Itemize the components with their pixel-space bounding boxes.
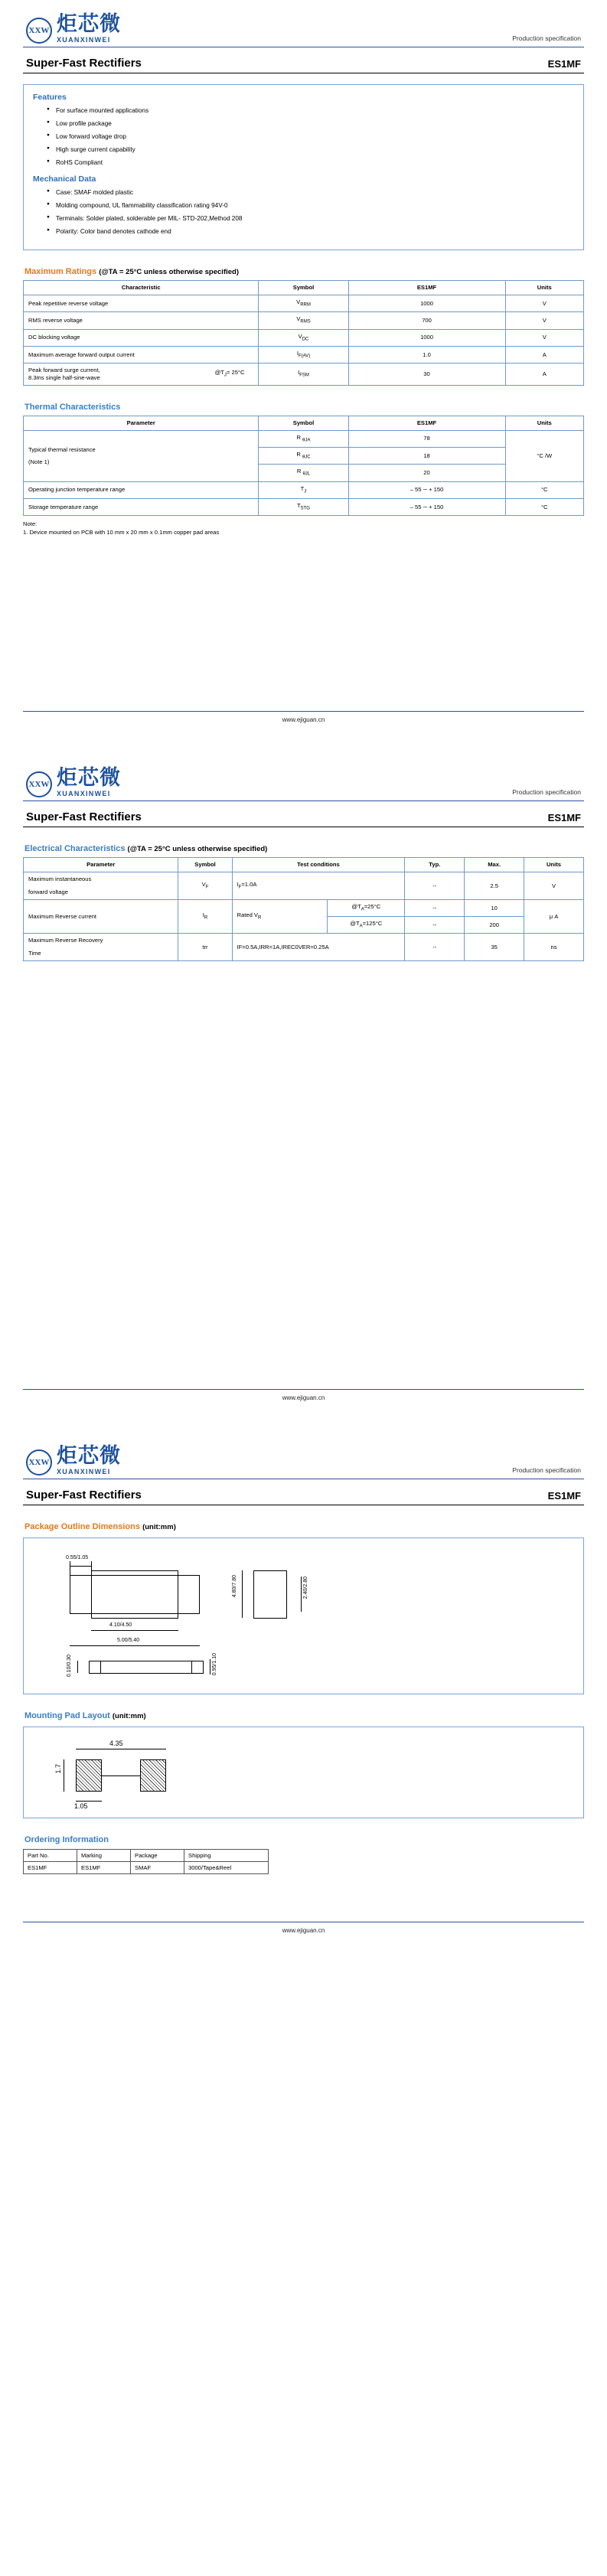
list-item: ● High surge current capability — [48, 145, 574, 155]
page-2-whitespace — [23, 961, 584, 1378]
page-title: Super-Fast Rectifiers — [26, 1489, 142, 1502]
dim-side-width: 0.95/1.10 — [212, 1653, 217, 1676]
cell-symbol: $T_J$ — [259, 481, 348, 498]
dimension-line — [70, 1566, 91, 1567]
cell-parameter-line1: Maximum Reverse Recovery — [28, 937, 103, 944]
cell-parameter-line2: Time — [28, 950, 41, 957]
cell-symbol: $I_R$ — [178, 899, 232, 934]
dim-pad-height: 1.7 — [54, 1764, 62, 1774]
cell-symbol: $V_{DC}$ — [259, 329, 348, 346]
logo-mark-icon: XXW — [26, 18, 52, 44]
table-header-row — [24, 1850, 269, 1862]
electrical-characteristics-heading — [24, 844, 584, 853]
mounting-pad-title: Mounting Pad Layout — [24, 1711, 110, 1721]
logo-english-name: XUANXINWEI — [57, 790, 111, 798]
cell-value: 20 — [348, 465, 505, 481]
features-list — [38, 106, 574, 167]
dimension-line — [91, 1630, 178, 1631]
electrical-characteristics-subtitle: (@TA = 25°C unless otherwise specified) — [127, 845, 268, 854]
cell-units: V — [505, 329, 584, 346]
cell-parameter-line2: forward voltage — [28, 888, 68, 895]
cell-condition: $@T_J= 25^\circ C$ — [214, 369, 245, 378]
page-1 — [0, 0, 607, 723]
table-row — [24, 899, 584, 916]
cell-units: A — [505, 346, 584, 363]
cell-parameter — [24, 934, 178, 961]
cell-units: V — [505, 295, 584, 311]
logo-mark-icon: XXW — [26, 771, 52, 797]
cell-max: 200 — [465, 917, 524, 934]
header-doc-type: Production specification — [512, 1466, 581, 1475]
cell-value: – 55 ─ + 150 — [348, 498, 505, 515]
cell-typ: -- — [405, 899, 465, 916]
page-header — [23, 0, 584, 47]
cell-parameter-line1: Maximum instantaneous — [28, 876, 92, 883]
page-3-whitespace — [23, 1874, 584, 1911]
outline-line — [253, 1570, 287, 1571]
cell-symbol: trr — [178, 934, 232, 961]
part-number: ES1MF — [547, 1490, 581, 1502]
page-footer — [23, 1389, 584, 1401]
outline-line — [100, 1661, 101, 1673]
cell-characteristic-line1: Peak forward surge current, — [28, 367, 100, 374]
outline-line — [91, 1618, 178, 1619]
cell-characteristic: Peak repetitive reverse voltage — [24, 295, 259, 311]
title-band — [23, 1481, 584, 1505]
maximum-ratings-title: Maximum Ratings — [24, 267, 97, 277]
cell-symbol: $V_{RRM}$ — [259, 295, 348, 311]
cell-value: 30 — [348, 364, 505, 386]
cell-condition: Rated $V_R$ — [232, 899, 328, 934]
part-number: ES1MF — [547, 812, 581, 824]
cell-value: 1.0 — [348, 346, 505, 363]
cell-value: – 55 ─ + 150 — [348, 481, 505, 498]
maximum-ratings-heading — [24, 267, 584, 276]
cell-units: °C — [505, 481, 584, 498]
mechanical-data-heading: Mechanical Data — [33, 174, 96, 184]
features-box — [23, 84, 584, 250]
dimension-line — [70, 1645, 200, 1646]
center-line — [102, 1775, 140, 1776]
ordering-information-table — [23, 1849, 269, 1874]
table-row — [24, 481, 584, 498]
page-title: Super-Fast Rectifiers — [26, 57, 142, 70]
page-1-whitespace — [23, 536, 584, 700]
note-title: Note: — [23, 520, 38, 528]
list-item: ● Terminals: Solder plated, solderable per MIL- STD-202,Method 208 — [48, 214, 574, 223]
table-row — [24, 295, 584, 311]
cell-symbol: R $_{\theta JL}$ — [259, 465, 348, 481]
col-units: Units — [505, 281, 584, 295]
cell-max: 10 — [465, 899, 524, 916]
col-units: Units — [505, 416, 584, 430]
header-doc-type: Production specification — [512, 34, 581, 42]
col-parameter: Parameter — [24, 416, 259, 430]
list-item: ● Low profile package — [48, 119, 574, 129]
logo-english-name: XUANXINWEI — [57, 36, 111, 44]
col-symbol: Symbol — [178, 858, 232, 872]
cell-condition: $I_F=1.0A$ — [232, 872, 405, 900]
cell-typ: -- — [405, 934, 465, 961]
part-number: ES1MF — [547, 58, 581, 70]
outline-line — [70, 1613, 200, 1614]
package-outline-subtitle: (unit:mm) — [142, 1523, 176, 1532]
page-footer — [23, 1922, 584, 1934]
cell-shipping: 3000/Tape&Reel — [184, 1862, 269, 1874]
cell-units: °C /W — [505, 430, 584, 481]
outline-line — [253, 1570, 254, 1618]
outline-line — [89, 1673, 204, 1674]
company-logo — [26, 1446, 121, 1475]
outline-line — [70, 1575, 200, 1576]
col-part-no: Part No. — [24, 1850, 77, 1862]
cell-symbol: $I_{F(AV)}$ — [259, 346, 348, 363]
dimension-line — [301, 1577, 302, 1612]
thermal-characteristics-table — [23, 416, 584, 516]
list-item: ● Case: SMAF molded plastic — [48, 188, 574, 197]
footer-url: www.ejiguan.cn — [282, 716, 325, 724]
table-row — [24, 312, 584, 329]
outline-line — [89, 1661, 90, 1673]
cell-characteristic: Maximum average forward output current — [24, 346, 259, 363]
title-band — [23, 803, 584, 827]
cell-parameter: Storage temperature range — [24, 498, 259, 515]
pad-right — [140, 1759, 166, 1792]
table-row — [24, 329, 584, 346]
cell-value: 1000 — [348, 329, 505, 346]
dim-pad-pitch: 1.05 — [74, 1802, 88, 1811]
page-2 — [0, 754, 607, 1401]
table-row — [24, 364, 584, 386]
electrical-characteristics-title: Electrical Characteristics — [24, 844, 126, 854]
col-package: Package — [131, 1850, 184, 1862]
dim-inner-width: 4.10/4.50 — [109, 1622, 132, 1629]
col-max: Max. — [465, 858, 524, 872]
list-item: ● For surface mounted applications — [48, 106, 574, 116]
mechanical-data-list — [38, 188, 574, 236]
outline-line — [91, 1570, 92, 1618]
table-row — [24, 498, 584, 515]
cell-characteristic-line2: 8.3ms single half-sine-wave — [28, 373, 100, 381]
footer-url: www.ejiguan.cn — [282, 1927, 325, 1935]
col-test-conditions: Test conditions — [232, 858, 405, 872]
company-logo — [26, 14, 121, 44]
outline-line — [253, 1618, 287, 1619]
features-heading: Features — [33, 93, 67, 102]
col-marking: Marking — [77, 1850, 131, 1862]
ordering-information-heading — [24, 1835, 584, 1844]
footer-url: www.ejiguan.cn — [282, 1394, 325, 1402]
col-symbol: Symbol — [259, 416, 348, 430]
logo-chinese-name: 炬芯微 — [57, 1444, 121, 1468]
maximum-ratings-subtitle: (@TA = 25°C unless otherwise specified) — [99, 268, 239, 277]
package-outline-drawing — [23, 1537, 584, 1694]
dim-outer-width: 5.00/5.40 — [117, 1638, 140, 1644]
col-shipping: Shipping — [184, 1850, 269, 1862]
cell-value: 18 — [348, 448, 505, 465]
col-characteristic: Characteristic — [24, 281, 259, 295]
package-outline-title: Package Outline Dimensions — [24, 1522, 140, 1532]
dim-side-height: 0.10/0.30 — [67, 1655, 72, 1678]
thermal-characteristics-heading — [24, 403, 584, 412]
cell-units: μ A — [524, 899, 584, 934]
cell-typ: -- — [405, 917, 465, 934]
table-row — [24, 430, 584, 447]
cell-condition-temp: $@T_A=25^\circ C$ — [328, 899, 405, 916]
ordering-information-title: Ordering Information — [24, 1835, 109, 1845]
outline-line — [203, 1661, 204, 1673]
cell-symbol: R $_{\theta JA}$ — [259, 430, 348, 447]
cell-units: V — [505, 312, 584, 329]
cell-value: 78 — [348, 430, 505, 447]
cell-parameter — [24, 872, 178, 900]
logo-chinese-name: 炬芯微 — [57, 766, 121, 790]
cell-units: V — [524, 872, 584, 900]
dimension-line — [242, 1570, 243, 1618]
cell-condition: IF=0.5A,IRR=1A,IREC0VER=0.25A — [232, 934, 405, 961]
cell-characteristic — [24, 364, 259, 386]
cell-typ: -- — [405, 872, 465, 900]
extension-line — [91, 1561, 92, 1570]
header-doc-type: Production specification — [512, 788, 581, 797]
package-outline-heading — [24, 1522, 584, 1531]
dim-top-left: 0.55/1.05 — [66, 1555, 89, 1561]
table-header-row — [24, 416, 584, 430]
cell-units: A — [505, 364, 584, 386]
cell-parameter: Maximum Reverse current — [24, 899, 178, 934]
cell-parameter-line1: Typical thermal resistance — [28, 445, 96, 453]
maximum-ratings-table — [23, 280, 584, 386]
company-logo — [26, 768, 121, 797]
mounting-pad-subtitle: (unit:mm) — [112, 1712, 146, 1721]
page-title: Super-Fast Rectifiers — [26, 810, 142, 824]
outline-line — [199, 1575, 200, 1613]
cell-marking: ES1MF — [77, 1862, 131, 1874]
dim-pad-width: 4.35 — [109, 1740, 123, 1748]
col-typ: Typ. — [405, 858, 465, 872]
cell-units: °C — [505, 498, 584, 515]
list-item: ● Molding compound, UL flammability classification rating 94V-0 — [48, 201, 574, 210]
col-units: Units — [524, 858, 584, 872]
page-3 — [0, 1432, 607, 1934]
page-header — [23, 1432, 584, 1479]
cell-symbol: $V_F$ — [178, 872, 232, 900]
page-header — [23, 754, 584, 801]
list-item: ● RoHS Compliant — [48, 158, 574, 168]
note-line-1: 1. Device mounted on PCB with 10 mm x 20 mm x 0.1mm copper pad areas — [23, 529, 220, 536]
table-row — [24, 934, 584, 961]
mounting-pad-drawing — [23, 1727, 584, 1818]
col-value: ES1MF — [348, 281, 505, 295]
list-item: ● Polarity: Color band denotes cathode end — [48, 227, 574, 236]
cell-characteristic: DC blocking voltage — [24, 329, 259, 346]
electrical-characteristics-table — [23, 857, 584, 961]
cell-symbol: R $_{\theta JC}$ — [259, 448, 348, 465]
table-row — [24, 872, 584, 900]
cell-units: ns — [524, 934, 584, 961]
dim-right-height-2: 2.40/2.80 — [303, 1577, 308, 1599]
mounting-pad-heading — [24, 1711, 584, 1720]
cell-part-no: ES1MF — [24, 1862, 77, 1874]
table-header-row — [24, 858, 584, 872]
cell-parameter-note: (Note 1) — [28, 458, 50, 465]
cell-max: 2.5 — [465, 872, 524, 900]
cell-value: 1000 — [348, 295, 505, 311]
cell-parameter: Operating junction temperature range — [24, 481, 259, 498]
dim-right-height: 4.80/7.80 — [232, 1575, 237, 1598]
pad-left — [76, 1759, 102, 1792]
cell-characteristic: RMS reverse voltage — [24, 312, 259, 329]
cell-symbol: $T_{STG}$ — [259, 498, 348, 515]
dimension-line — [76, 1801, 102, 1802]
page-footer — [23, 711, 584, 723]
dimension-line — [77, 1661, 78, 1673]
list-item: ● Low forward voltage drop — [48, 132, 574, 142]
col-parameter: Parameter — [24, 858, 178, 872]
cell-symbol: $I_{FSM}$ — [259, 364, 348, 386]
outline-line — [191, 1661, 192, 1673]
cell-max: 35 — [465, 934, 524, 961]
table-row — [24, 1862, 269, 1874]
title-band — [23, 49, 584, 73]
cell-condition-temp: $@T_A=125^\circ C$ — [328, 917, 405, 934]
outline-line — [91, 1570, 178, 1571]
cell-symbol: $V_{RMS}$ — [259, 312, 348, 329]
table-row — [24, 346, 584, 363]
col-value: ES1MF — [348, 416, 505, 430]
logo-mark-icon: XXW — [26, 1449, 52, 1475]
logo-english-name: XUANXINWEI — [57, 1468, 111, 1476]
cell-parameter — [24, 430, 259, 481]
logo-chinese-name: 炬芯微 — [57, 12, 121, 35]
col-symbol: Symbol — [259, 281, 348, 295]
thermal-characteristics-title: Thermal Characteristics — [24, 402, 121, 412]
cell-value: 700 — [348, 312, 505, 329]
cell-package: SMAF — [131, 1862, 184, 1874]
outline-line — [286, 1570, 287, 1618]
table-header-row — [24, 281, 584, 295]
